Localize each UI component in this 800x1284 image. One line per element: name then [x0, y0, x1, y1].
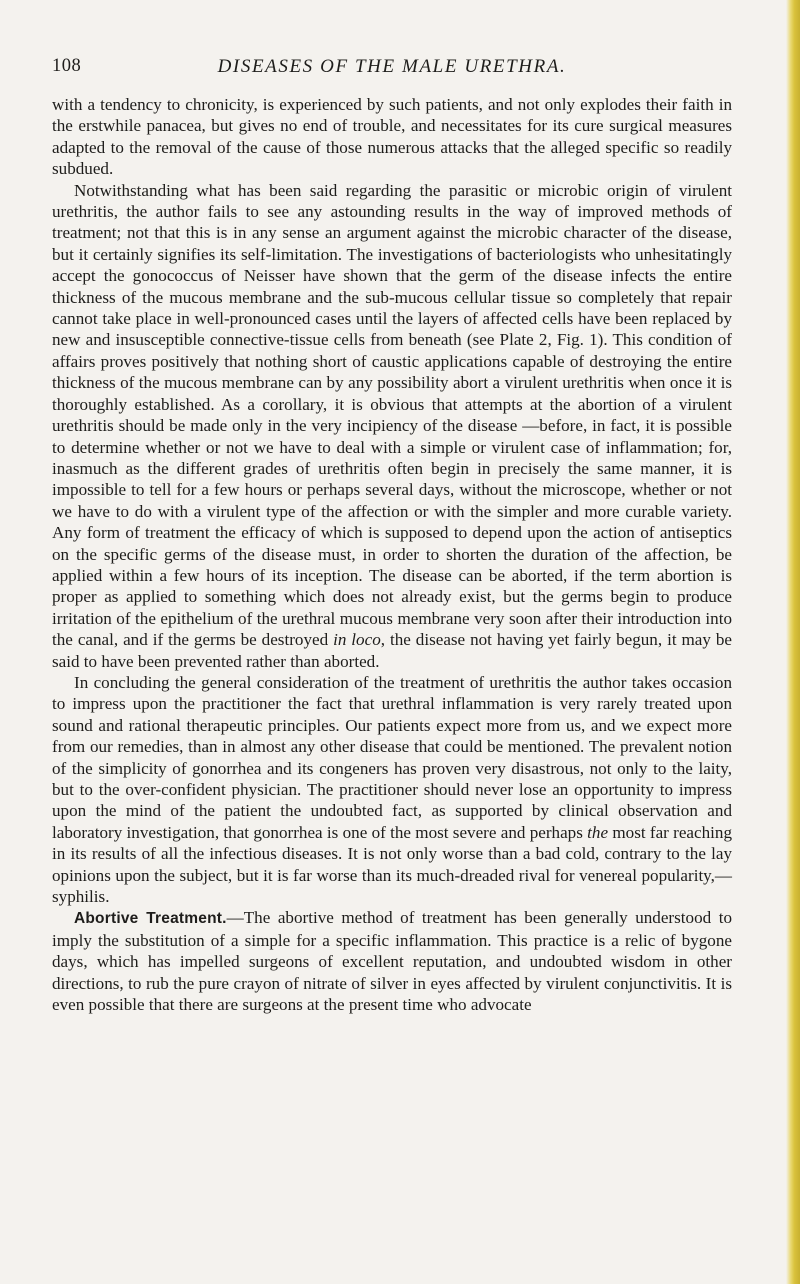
body-text	[52, 94, 732, 1015]
paragraph	[52, 907, 732, 1015]
page-number: 108	[52, 56, 82, 76]
paragraph	[52, 94, 732, 180]
page-header	[52, 52, 732, 80]
book-page	[52, 52, 732, 1015]
paragraph-text: with a tendency to chronicity, is experienced by such patients, and not only explodes their faith in the erstwhile panacea, but gives no end of trouble, and necessitates for its cure surgical measures adapted to the removal of the cause of those numerous attacks that the alleged specific so readily subdued.	[52, 95, 732, 179]
paragraph-text: —The abortive method of treatment has been generally understood to imply the substitution of a simple for a specific inflammation. This practice is a relic of bygone days, which has impelled surgeons of excellent reputation, and undoubted wisdom in other directions, to rub the pure crayon of nitrate of silver in eyes affected by virulent conjunctivitis. It is even possible that there are surgeons at the present time who advocate	[52, 908, 732, 1015]
paragraph	[52, 672, 732, 907]
paragraph-text: Notwithstanding what has been said regarding the parasitic or microbic origin of virulent urethritis, the author fails to see any astounding results in the way of improved methods of treatment; not that this is in any sense an argument against the microbic character of the disease, but it certainly signifies its self-limitation. The investigations of bacteriologists who unhesitatingly accept the gonococcus of Neisser have shown that the germ of the disease infects the entire thickness of the mucous membrane and the sub-mucous cellular tissue so completely that repair cannot take place in well-pronounced cases until the layers of affected cells have been replaced by new and insusceptible connective-tissue cells from beneath (see Plate 2, Fig. 1). This condition of affairs proves positively that nothing short of caustic applications capable of destroying the entire thickness of the mucous membrane can by any possibility abort a virulent urethritis when once it is thoroughly established. As a corollary, it is obvious that attempts at the abortion of a virulent urethritis should be made only in the very incipiency of the disease —before, in fact, it is possible to determine whether or not we have to deal with a simple or virulent case of inflammation; for, inasmuch as the different grades of urethritis often begin in precisely the same manner, it is impossible to tell for a few hours or perhaps several days, without the microscope, whether or not we have to do with a virulent type of the affection or with the simpler and more curable variety. Any form of treatment the efficacy of which is supposed to depend upon the action of antiseptics on the specific germs of the disease must, in order to shorten the duration of the affection, be applied within a few hours of its inception. The disease can be aborted, if the term abortion is proper as applied to something which does not already exist, but the germs begin to produce irritation of the epithelium of the urethral mucous membrane very soon after their introduction into the canal, and if the germs be destroyed	[52, 180, 732, 650]
paragraph-text: In concluding the general consideration of the treatment of urethritis the author takes occasion to impress upon the practitioner the fact that urethral inflammation is very rarely treated upon sound and rational therapeutic principles. Our patients expect more from us, and we expect more from our remedies, than in almost any other disease that could be mentioned. The prevalent notion of the simplicity of gonorrhea and its congeners has proven very disastrous, not only to the laity, but to the over-confident physician. The practitioner should never lose an opportunity to impress upon the mind of the patient the undoubted fact, as supported by clinical observation and laboratory investigation, that gonorrhea is one of the most severe and perhaps	[52, 672, 732, 842]
italic-phrase: in loco	[333, 630, 381, 650]
section-heading: Abortive Treatment.	[74, 910, 227, 928]
paragraph-text: most far reaching in its results of all the infectious diseases. It is not only worse than a bad cold, contrary to the lay opinions upon the subject, but it is far worse than its much-dreaded rival for venereal popularity,—syphilis.	[52, 822, 732, 907]
paragraph	[52, 180, 732, 672]
running-title: DISEASES OF THE MALE URETHRA.	[217, 56, 567, 77]
paragraph-text: , the disease not having yet fairly begun, it may be said to have been prevented rather than aborted.	[52, 630, 732, 671]
italic-phrase: the	[587, 822, 609, 842]
page-edge-gilding	[786, 0, 800, 1284]
